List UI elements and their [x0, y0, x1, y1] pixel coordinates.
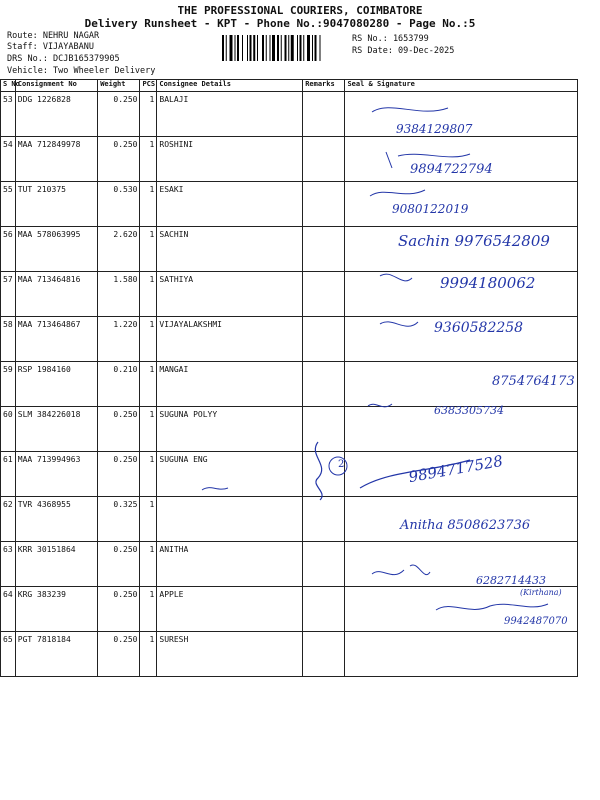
- barcode-bar: [297, 35, 298, 61]
- pieces-count: 1: [140, 317, 157, 362]
- signature-cell: [345, 497, 578, 542]
- barcode-bar: [247, 35, 248, 61]
- barcode-bar: [303, 35, 304, 61]
- serial-number: 62: [1, 497, 16, 542]
- table-row: [1, 227, 578, 272]
- consignee-name: SURESH: [157, 632, 303, 677]
- runsheet-subtitle: Delivery Runsheet - KPT - Phone No.:9047080280 - Page No.:5: [84, 17, 476, 30]
- remarks-cell: [303, 632, 345, 677]
- col-header-consignment: Consignment No: [15, 80, 97, 92]
- barcode-bar: [222, 35, 224, 61]
- consignee-name: ROSHINI: [157, 137, 303, 182]
- consignment-number: MAA 713464867: [15, 317, 97, 362]
- consignee-name: VIJAYALAKSHMI: [157, 317, 303, 362]
- barcode-bar: [226, 35, 227, 61]
- serial-number: 65: [1, 632, 16, 677]
- col-header-remarks: Remarks: [303, 80, 345, 92]
- weight-value: 0.250: [98, 632, 140, 677]
- consignee-name: MANGAI: [157, 362, 303, 407]
- signature-65: 9942487070: [504, 616, 568, 627]
- barcode-bar: [312, 35, 313, 61]
- remarks-cell: [303, 182, 345, 227]
- weight-value: 2.620: [98, 227, 140, 272]
- weight-value: 0.250: [98, 542, 140, 587]
- col-header-consignee: Consignee Details: [157, 80, 303, 92]
- barcode-bar: [235, 35, 236, 61]
- barcode-bar: [320, 35, 321, 61]
- barcode-bar: [250, 35, 252, 61]
- pieces-count: 1: [140, 92, 157, 137]
- signature-55: 9080122019: [392, 202, 469, 216]
- pieces-count: 1: [140, 137, 157, 182]
- consignment-number: MAA 578063995: [15, 227, 97, 272]
- barcode-bar: [257, 35, 258, 61]
- signature-cell: [345, 542, 578, 587]
- barcode-bar: [277, 35, 279, 61]
- signature-64: 6282714433: [476, 574, 546, 587]
- remarks-cell: [303, 452, 345, 497]
- consignment-number: MAA 713994963: [15, 452, 97, 497]
- signature-cell: [345, 227, 578, 272]
- remark-62-circled: 2: [338, 459, 345, 470]
- signature-57: 9994180062: [440, 274, 536, 292]
- col-header-sno: S No: [1, 80, 16, 92]
- barcode-bar: [242, 35, 243, 61]
- company-title: THE PROFESSIONAL COURIERS, COIMBATORE: [177, 4, 423, 17]
- weight-value: 0.210: [98, 362, 140, 407]
- pieces-count: 1: [140, 272, 157, 317]
- consignment-number: MAA 713464816: [15, 272, 97, 317]
- signature-62: 9894717528: [407, 451, 505, 487]
- barcode-bar: [253, 35, 255, 61]
- serial-number: 60: [1, 407, 16, 452]
- signature-60: 6383305734: [434, 404, 504, 417]
- remarks-cell: [303, 587, 345, 632]
- serial-number: 54: [1, 137, 16, 182]
- signature-cell: [345, 452, 578, 497]
- signature-53: 9384129807: [396, 122, 473, 136]
- consignee-name: ESAKI: [157, 182, 303, 227]
- table-row: [1, 317, 578, 362]
- barcode-bar: [237, 35, 239, 61]
- signature-cell: [345, 317, 578, 362]
- remarks-cell: [303, 542, 345, 587]
- barcode-bar: [315, 35, 317, 61]
- consignment-number: DDG 1226828: [15, 92, 97, 137]
- signature-58: 9360582258: [434, 320, 524, 336]
- table-row: [1, 137, 578, 182]
- consignee-name: SUGUNA POLYY: [157, 407, 303, 452]
- signature-64-name: (Kirthana): [520, 588, 562, 597]
- serial-number: 58: [1, 317, 16, 362]
- pieces-count: 1: [140, 587, 157, 632]
- consignee-name: SUGUNA ENG: [157, 452, 303, 497]
- runsheet-table: [0, 79, 578, 677]
- signature-cell: [345, 92, 578, 137]
- weight-value: 0.530: [98, 182, 140, 227]
- table-row: [1, 542, 578, 587]
- pieces-count: 1: [140, 542, 157, 587]
- consignee-name: BALAJI: [157, 92, 303, 137]
- pieces-count: 1: [140, 407, 157, 452]
- staff-label: Staff: VIJAYABANU: [7, 42, 94, 52]
- signature-cell: [345, 182, 578, 227]
- consignment-number: MAA 712849978: [15, 137, 97, 182]
- barcode-bar: [230, 35, 233, 61]
- pieces-count: 1: [140, 362, 157, 407]
- remarks-cell: [303, 137, 345, 182]
- table-header-row: [1, 80, 578, 92]
- signature-cell: [345, 137, 578, 182]
- weight-value: 0.325: [98, 497, 140, 542]
- col-header-weight: Weight: [98, 80, 140, 92]
- serial-number: 64: [1, 587, 16, 632]
- serial-number: 57: [1, 272, 16, 317]
- table-row: [1, 632, 578, 677]
- table-row: [1, 272, 578, 317]
- signature-cell: [345, 272, 578, 317]
- pieces-count: 1: [140, 182, 157, 227]
- rs-date: RS Date: 09-Dec-2025: [352, 46, 455, 56]
- consignment-number: KRG 383239: [15, 587, 97, 632]
- consignee-name: SATHIYA: [157, 272, 303, 317]
- remarks-cell: [303, 497, 345, 542]
- serial-number: 63: [1, 542, 16, 587]
- signature-cell: [345, 362, 578, 407]
- remarks-cell: [303, 362, 345, 407]
- vehicle-label: Vehicle: Two Wheeler Delivery: [7, 66, 156, 76]
- route-label: Route: NEHRU NAGAR: [7, 31, 100, 41]
- consignment-number: PGT 7818184: [15, 632, 97, 677]
- barcode-bar: [291, 35, 294, 61]
- table-row: [1, 452, 578, 497]
- consignee-name: APPLE: [157, 587, 303, 632]
- barcode-bar: [300, 35, 302, 61]
- weight-value: 0.250: [98, 587, 140, 632]
- remarks-cell: [303, 317, 345, 362]
- weight-value: 1.580: [98, 272, 140, 317]
- serial-number: 53: [1, 92, 16, 137]
- barcode-bar: [270, 35, 271, 61]
- table-row: [1, 407, 578, 452]
- table-row: [1, 92, 578, 137]
- consignee-name: SACHIN: [157, 227, 303, 272]
- weight-value: 1.220: [98, 317, 140, 362]
- pieces-count: 1: [140, 227, 157, 272]
- weight-value: 0.250: [98, 407, 140, 452]
- remarks-cell: [303, 227, 345, 272]
- drs-label: DRS No.: DCJB165379905: [7, 54, 120, 64]
- barcode-bar: [272, 35, 275, 61]
- remarks-cell: [303, 272, 345, 317]
- barcode-bar: [281, 35, 282, 61]
- consignment-number: TUT 210375: [15, 182, 97, 227]
- table-row: [1, 497, 578, 542]
- pieces-count: 1: [140, 497, 157, 542]
- signature-54: 9894722794: [410, 162, 493, 177]
- weight-value: 0.250: [98, 92, 140, 137]
- barcode-bar: [288, 35, 289, 61]
- signature-56: Sachin 9976542809: [398, 232, 550, 250]
- barcode-icon: [222, 35, 348, 61]
- remarks-cell: [303, 407, 345, 452]
- serial-number: 56: [1, 227, 16, 272]
- consignee-name: [157, 497, 303, 542]
- barcode-bar: [307, 35, 310, 61]
- signature-cell: [345, 632, 578, 677]
- barcode-bar: [266, 35, 267, 61]
- col-header-pcs: PCS: [140, 80, 157, 92]
- weight-value: 0.250: [98, 137, 140, 182]
- serial-number: 59: [1, 362, 16, 407]
- serial-number: 55: [1, 182, 16, 227]
- remarks-cell: [303, 92, 345, 137]
- pieces-count: 1: [140, 452, 157, 497]
- weight-value: 0.250: [98, 452, 140, 497]
- consignment-number: KRR 30151864: [15, 542, 97, 587]
- table-row: [1, 362, 578, 407]
- table-row: [1, 587, 578, 632]
- pieces-count: 1: [140, 632, 157, 677]
- consignee-name: ANITHA: [157, 542, 303, 587]
- barcode-bar: [285, 35, 287, 61]
- signature-cell: [345, 587, 578, 632]
- signature-59: 8754764173: [492, 374, 575, 389]
- serial-number: 61: [1, 452, 16, 497]
- rs-number: RS No.: 1653799: [352, 34, 429, 44]
- signature-cell: [345, 407, 578, 452]
- signature-63: Anitha 8508623736: [400, 518, 531, 533]
- barcode-bar: [262, 35, 264, 61]
- table-row: [1, 182, 578, 227]
- consignment-number: SLM 384226018: [15, 407, 97, 452]
- col-header-signature: Seal & Signature: [345, 80, 578, 92]
- consignment-number: RSP 1984160: [15, 362, 97, 407]
- consignment-number: TVR 4368955: [15, 497, 97, 542]
